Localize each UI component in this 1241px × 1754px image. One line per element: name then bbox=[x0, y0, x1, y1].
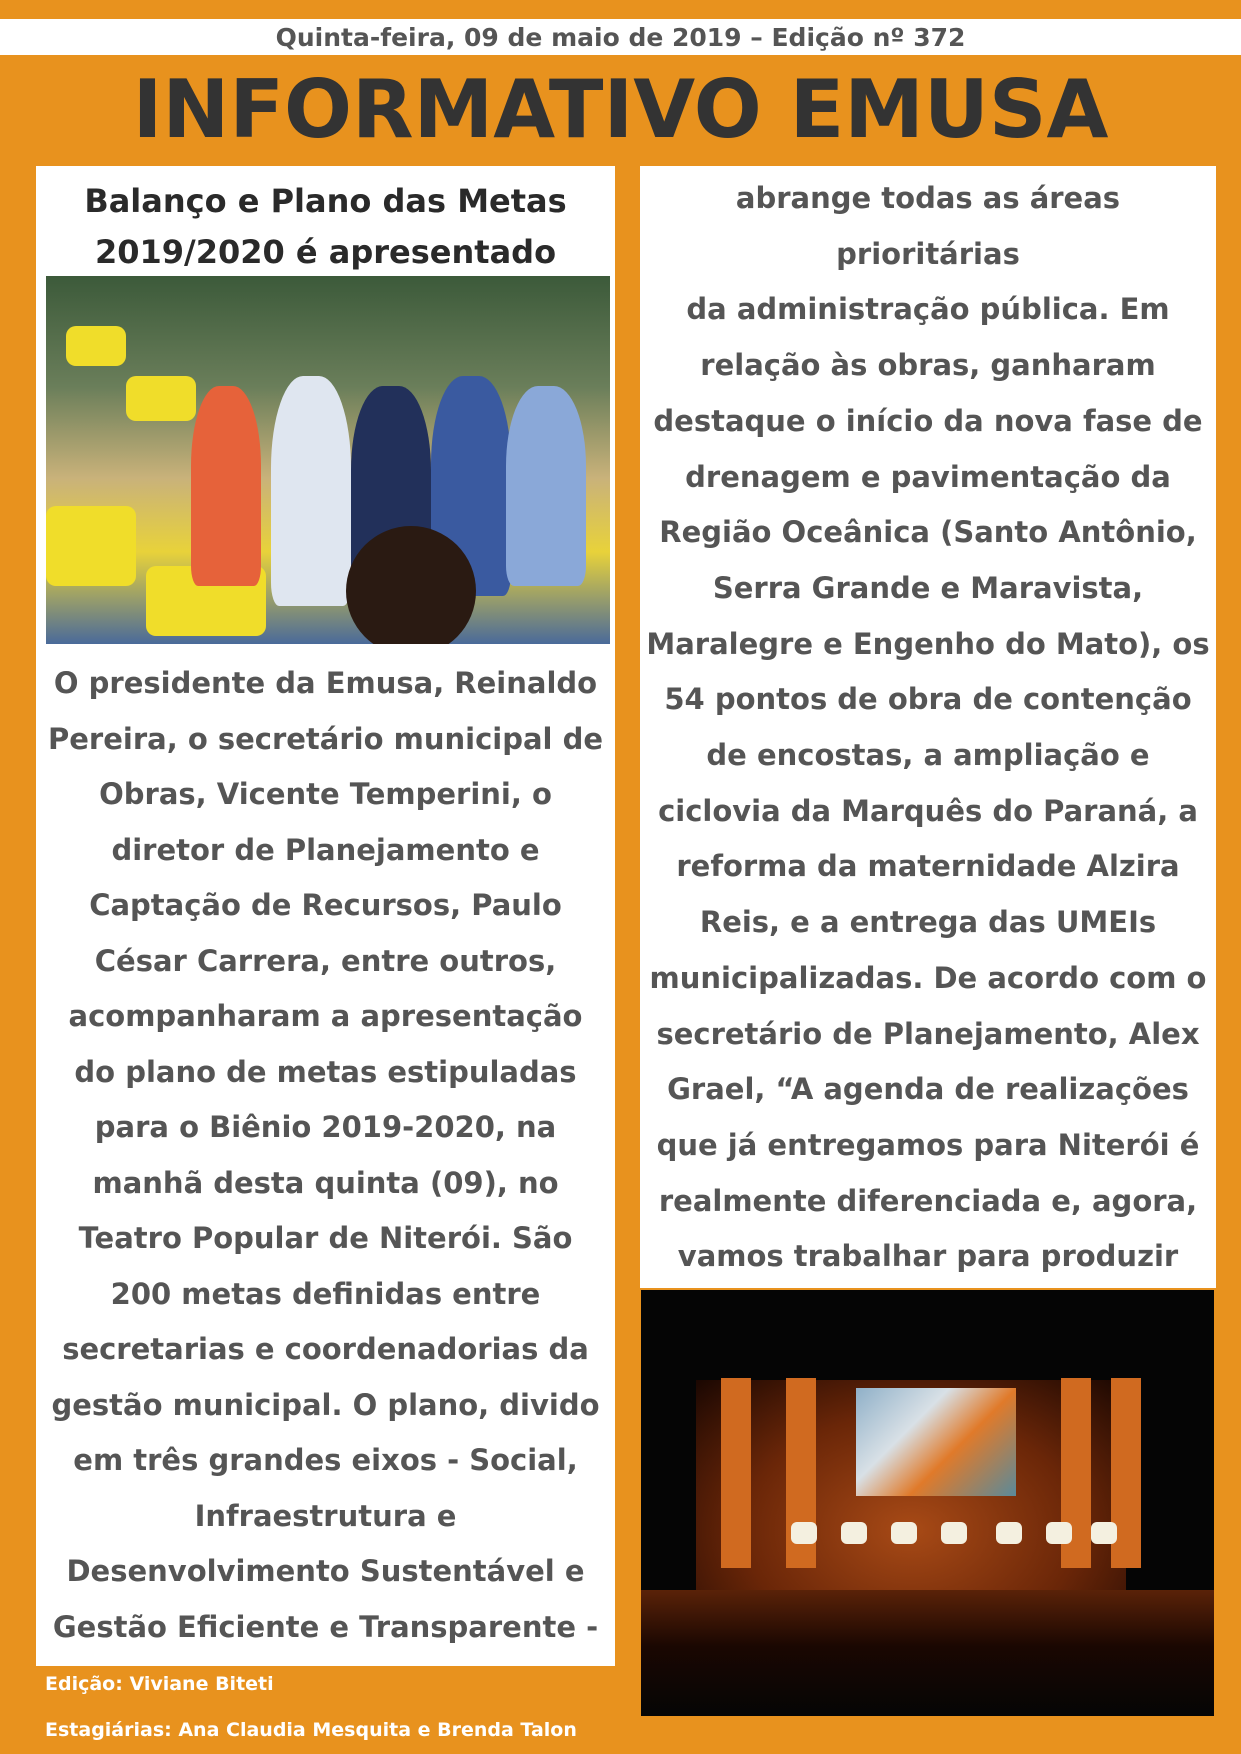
photo-person bbox=[506, 386, 586, 586]
text-line: Desenvolvimento Sustentável e bbox=[66, 1554, 585, 1588]
text-line: César Carrera, entre outros, bbox=[94, 943, 557, 978]
dateline: Quinta-feira, 09 de maio de 2019 – Edição nº 372 bbox=[275, 22, 966, 52]
photo-banner bbox=[721, 1378, 751, 1568]
text-line: diretor de Planejamento e bbox=[111, 832, 540, 867]
text-line: Serra Grande e Maravista, bbox=[712, 570, 1144, 605]
text-line: destaque o início da nova fase de bbox=[653, 403, 1203, 438]
text-line: do plano de metas estipuladas bbox=[74, 1054, 577, 1089]
photo-projection-screen bbox=[856, 1388, 1016, 1496]
text-line: Pereira, o secretário municipal de bbox=[48, 721, 603, 756]
right-column bbox=[640, 166, 1216, 1288]
photo-chair bbox=[891, 1522, 917, 1544]
photo-seat bbox=[126, 376, 196, 421]
text-line: ciclovia da Marquês do Paraná, a bbox=[658, 793, 1198, 828]
text-line: 54 pontos de obra de contenção bbox=[664, 682, 1192, 717]
text-line: Gestão Eficiente e Transparente - bbox=[52, 1609, 599, 1644]
text-line: secretário de Planejamento, Alex bbox=[656, 1016, 1200, 1051]
masthead-title: INFORMATIVO EMUSA bbox=[132, 63, 1109, 156]
photo-chair bbox=[996, 1522, 1022, 1544]
photo-seat bbox=[46, 506, 136, 586]
photo-chair bbox=[1091, 1522, 1117, 1544]
text-line: acompanharam a apresentação bbox=[68, 999, 583, 1033]
photo-chair bbox=[941, 1522, 967, 1544]
headline-line-2: 2019/2020 é apresentado bbox=[94, 233, 557, 271]
text-line: municipalizadas. De acordo com o bbox=[649, 960, 1207, 995]
article-body-left bbox=[42, 656, 609, 1655]
text-line: abrange todas as áreas prioritárias bbox=[735, 181, 1121, 271]
text-line: para o Biênio 2019-2020, na bbox=[94, 1110, 557, 1144]
photo-stage-floor bbox=[641, 1590, 1214, 1716]
text-line: Infraestrutura e bbox=[194, 1498, 457, 1533]
text-line: relação às obras, ganharam bbox=[700, 348, 1156, 383]
text-line: realmente diferenciada e, agora, bbox=[658, 1183, 1198, 1218]
text-line: Região Oceânica (Santo Antônio, bbox=[659, 515, 1197, 550]
article-headline bbox=[36, 176, 615, 278]
audience-photo bbox=[46, 276, 610, 644]
photo-chair bbox=[841, 1522, 867, 1544]
text-line: Captação de Recursos, Paulo bbox=[89, 888, 562, 922]
text-line: em três grandes eixos - Social, bbox=[73, 1443, 578, 1477]
headline-line-1: Balanço e Plano das Metas bbox=[84, 182, 567, 220]
text-line: secretarias e coordenadorias da bbox=[62, 1332, 589, 1366]
text-line: reforma da maternidade Alzira bbox=[676, 849, 1180, 884]
text-line: gestão municipal. O plano, divido bbox=[51, 1387, 600, 1422]
photo-person bbox=[191, 386, 261, 586]
text-line: O presidente da Emusa, Reinaldo bbox=[53, 666, 598, 700]
text-line: Teatro Popular de Niterói. São bbox=[78, 1221, 573, 1255]
text-line: Maralegre e Engenho do Mato), os bbox=[646, 626, 1210, 661]
interns-credit: Estagiárias: Ana Claudia Mesquita e Brenda Talon bbox=[45, 1719, 577, 1741]
photo-chair bbox=[1046, 1522, 1072, 1544]
text-line: vamos trabalhar para produzir bbox=[677, 1239, 1179, 1274]
stage-photo bbox=[641, 1290, 1214, 1716]
text-line: Obras, Vicente Temperini, o bbox=[99, 777, 552, 811]
edition-credit: Edição: Viviane Biteti bbox=[45, 1673, 274, 1695]
text-line: Reis, e a entrega das UMEIs bbox=[699, 905, 1157, 940]
dateline-bar bbox=[0, 19, 1241, 55]
text-line: drenagem e pavimentação da bbox=[685, 459, 1171, 494]
text-line: da administração pública. Em bbox=[686, 292, 1170, 327]
text-line: que já entregamos para Niterói é bbox=[656, 1127, 1200, 1162]
text-line: Grael, “A agenda de realizações bbox=[667, 1072, 1189, 1107]
text-line: de encostas, a ampliação e bbox=[706, 738, 1150, 773]
text-line: manhã desta quinta (09), no bbox=[92, 1165, 559, 1200]
left-column bbox=[36, 166, 615, 1666]
photo-seat bbox=[66, 326, 126, 366]
text-line: 200 metas definidas entre bbox=[110, 1276, 541, 1311]
article-body-right bbox=[640, 171, 1216, 1341]
photo-chair bbox=[791, 1522, 817, 1544]
photo-person bbox=[346, 526, 476, 644]
photo-person bbox=[271, 376, 351, 606]
